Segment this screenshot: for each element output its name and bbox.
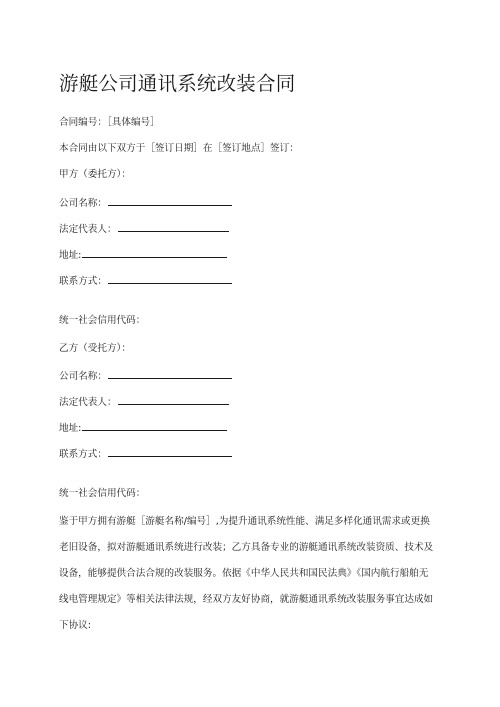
party-b-address-label: 地址:: [59, 423, 82, 434]
party-b-heading: 乙方（受托方）：: [59, 343, 131, 354]
party-a-rep-row: [59, 222, 229, 236]
party-b-address-blank: [82, 421, 227, 431]
recital-line: 下协议:: [59, 620, 92, 631]
party-a-address-row: [59, 248, 227, 262]
party-a-company-blank: [108, 196, 232, 206]
party-b-contact-label: 联系方式：: [59, 449, 107, 460]
party-b-rep-row: [59, 395, 229, 409]
contract-title: 游艇公司通讯系统改装合同: [59, 72, 296, 95]
party-b-rep-label: 法定代表人：: [59, 397, 117, 408]
party-b-company-row: [59, 369, 232, 383]
recital-line: 线电管理规定》等相关法律法规，经双方友好协商，就游艇通讯系统改装服务事宜达成如: [59, 594, 434, 605]
party-b-contact-row: [59, 447, 232, 461]
party-a-rep-blank: [118, 222, 229, 232]
party-b-contact-blank: [108, 447, 232, 457]
party-a-contact-label: 联系方式：: [59, 276, 107, 287]
contract-number: 合同编号：［具体编号］: [59, 117, 160, 128]
party-a-company-row: [59, 196, 232, 210]
contract-intro: 本合同由以下双方于［签订日期］在［签订地点］签订：: [59, 143, 299, 154]
party-b-company-label: 公司名称：: [59, 371, 107, 382]
recital-line: 鉴于甲方拥有游艇［游艇名称/编号］,为提升通讯系统性能、满足多样化通讯需求或更换: [59, 516, 430, 527]
recital-line: 老旧设备，拟对游艇通讯系统进行改装；乙方具备专业的游艇通讯系统改装资质、技术及: [59, 542, 434, 553]
party-a-rep-label: 法定代表人：: [59, 224, 117, 235]
party-b-address-row: [59, 421, 227, 435]
party-a-credit-code: 统一社会信用代码：: [59, 315, 146, 326]
party-b-credit-code: 统一社会信用代码：: [59, 488, 146, 499]
party-a-company-label: 公司名称：: [59, 198, 107, 209]
party-a-address-label: 地址:: [59, 250, 82, 261]
recital-line: 设备，能够提供合法合规的改装服务。依据《中华人民共和国民法典》《国内航行船舶无: [59, 568, 429, 579]
party-b-company-blank: [108, 369, 232, 379]
party-a-address-blank: [82, 248, 227, 258]
recital-paragraph: [59, 509, 444, 639]
party-a-heading: 甲方（委托方）：: [59, 169, 131, 180]
party-a-contact-blank: [108, 274, 232, 284]
party-a-contact-row: [59, 274, 232, 288]
party-b-rep-blank: [118, 395, 229, 405]
